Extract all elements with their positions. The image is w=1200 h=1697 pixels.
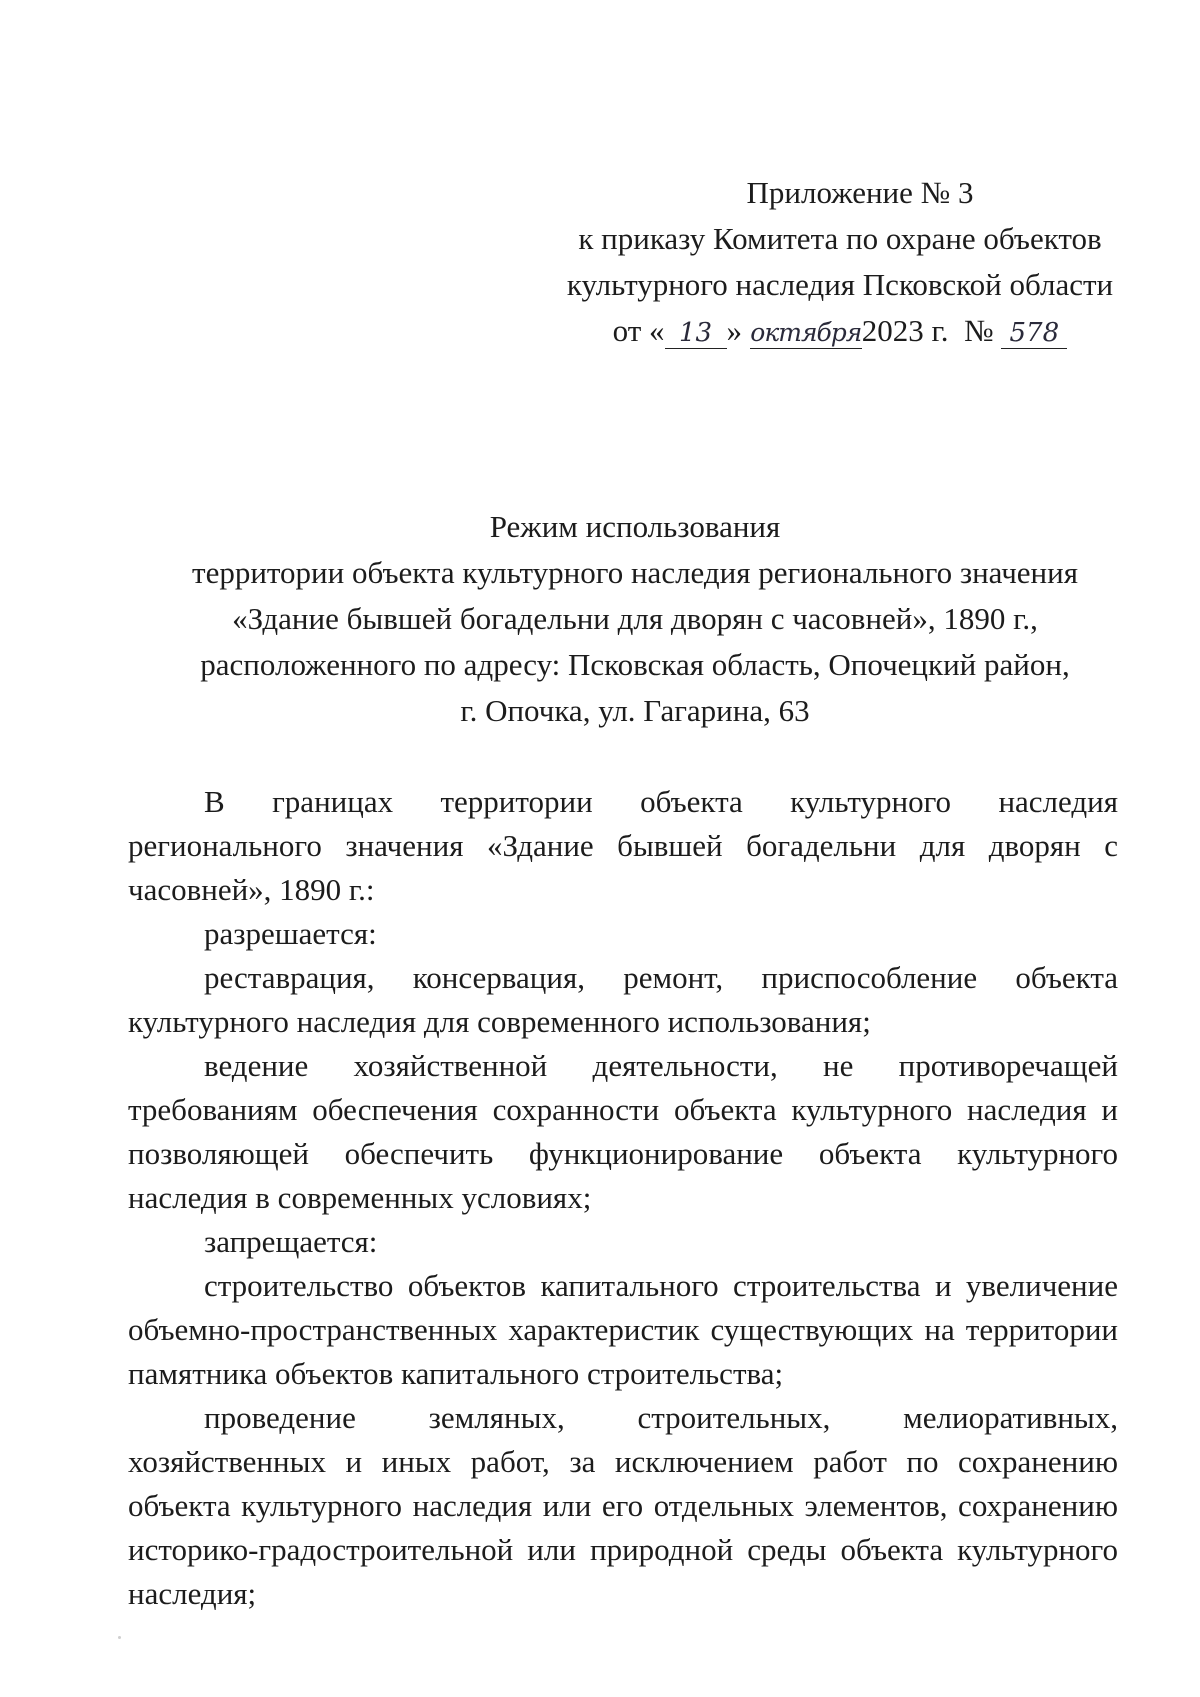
document-title <box>150 504 1120 734</box>
title-line-3: «Здание бывшей богадельни для дворян с часовней», 1890 г., <box>232 601 1038 636</box>
title-line-2: территории объекта культурного наследия регионального значения <box>192 555 1078 590</box>
order-reference: к приказу Комитета по охране объектов <box>578 221 1102 256</box>
paragraph-prohibited-construction: строительство объектов капитального строительства и увеличение объемно-пространственных характеристик существующих на территории памятника объектов капитального строительства; <box>128 1268 1118 1391</box>
date-year: 2023 г. <box>861 313 949 348</box>
paragraph-prohibited-works: проведение земляных, строительных, мелиоративных, хозяйственных и иных работ, за исключением работ по сохранению объекта культурного наследия или его отдельных элементов, сохранению историко-градостроительной или природной среды объекта культурного наследия; <box>128 1400 1118 1611</box>
appendix-number: Приложение № 3 <box>746 175 974 210</box>
document-body <box>128 780 1118 1616</box>
date-mid: » <box>726 313 743 348</box>
committee-name: культурного наследия Псковской области <box>566 267 1114 302</box>
paragraph-allowed-economic-activity: ведение хозяйственной деятельности, не противоречащей требованиям обеспечения сохранности объекта культурного наследия и позволяющей обеспечить функционирование объекта культурного наследия в современных условиях; <box>128 1048 1118 1215</box>
title-line-1: Режим использования <box>489 509 781 544</box>
title-line-5: г. Опочка, ул. Гагарина, 63 <box>460 693 810 728</box>
paragraph-allowed-heading: разрешается: <box>204 916 377 951</box>
title-line-4: расположенного по адресу: Псковская область, Опочецкий район, <box>200 647 1070 682</box>
handwritten-month: октября <box>750 318 862 347</box>
approval-header <box>560 170 1120 354</box>
paragraph-allowed-restoration: реставрация, консервация, ремонт, приспособление объекта культурного наследия для современного использования; <box>128 960 1118 1039</box>
scan-speck <box>118 1636 121 1639</box>
handwritten-day: 13 <box>665 318 727 349</box>
handwritten-number: 578 <box>1001 318 1067 349</box>
order-date-line <box>560 308 1120 354</box>
paragraph-prohibited-heading: запрещается: <box>204 1224 378 1259</box>
number-label: № <box>964 313 994 348</box>
paragraph-intro: В границах территории объекта культурного наследия регионального значения «Здание бывшей богадельни для дворян с часовней», 1890 г.: <box>128 784 1118 907</box>
date-prefix: от « <box>612 313 665 348</box>
